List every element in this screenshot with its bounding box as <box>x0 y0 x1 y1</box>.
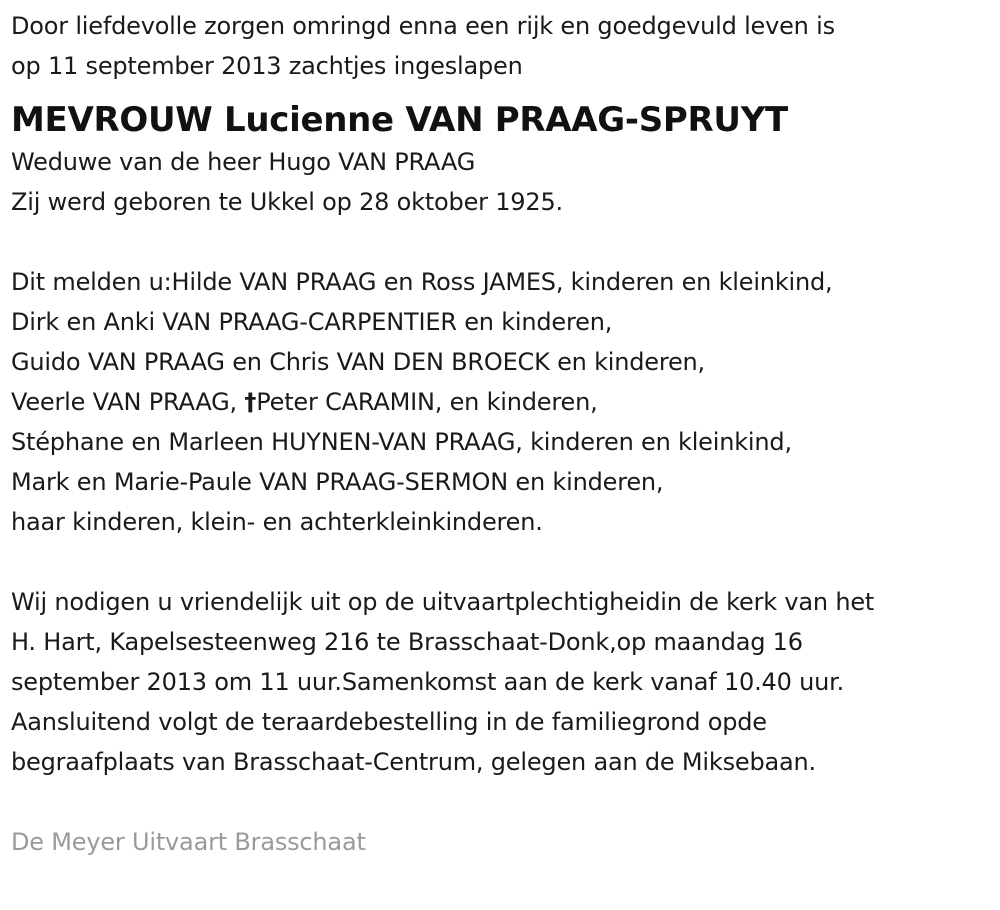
family-line: haar kinderen, klein- en achterkleinkinderen. <box>11 508 543 536</box>
family-line: Guido VAN PRAAG en Chris VAN DEN BROECK en kinderen, <box>11 348 705 376</box>
widow-line: Weduwe van de heer Hugo VAN PRAAG <box>11 148 476 176</box>
spacer <box>11 222 996 262</box>
family-line: Dirk en Anki VAN PRAAG-CARPENTIER en kinderen, <box>11 308 613 336</box>
intro-line-2: op 11 september 2013 zachtjes ingeslapen <box>11 52 523 80</box>
invitation-line: H. Hart, Kapelsesteenweg 216 te Brasschaat-Donk,op maandag 16 <box>11 628 803 656</box>
cross-icon: † <box>244 388 257 416</box>
intro-section <box>11 6 996 86</box>
invitation-line: september 2013 om 11 uur.Samenkomst aan de kerk vanaf 10.40 uur. <box>11 668 845 696</box>
spacer <box>11 782 996 822</box>
deceased-name: MEVROUW Lucienne VAN PRAAG-SPRUYT <box>11 100 788 140</box>
family-line: Mark en Marie-Paule VAN PRAAG-SERMON en kinderen, <box>11 468 664 496</box>
death-notice <box>11 6 996 862</box>
funeral-home-credit: De Meyer Uitvaart Brasschaat <box>11 828 366 856</box>
invitation-section <box>11 582 996 782</box>
veerle-name: Veerle VAN PRAAG, <box>11 388 245 416</box>
family-line-veerle <box>11 382 996 422</box>
peter-name: Peter CARAMIN, en kinderen, <box>256 388 598 416</box>
family-section <box>11 262 996 542</box>
invitation-line: Aansluitend volgt de teraardebestelling in de familiegrond opde <box>11 708 767 736</box>
family-line: Dit melden u:Hilde VAN PRAAG en Ross JAMES, kinderen en kleinkind, <box>11 268 833 296</box>
invitation-line: Wij nodigen u vriendelijk uit op de uitvaartplechtigheidin de kerk van het <box>11 588 875 616</box>
family-line: Stéphane en Marleen HUYNEN-VAN PRAAG, kinderen en kleinkind, <box>11 428 792 456</box>
deceased-details <box>11 142 996 222</box>
invitation-line: begraafplaats van Brasschaat-Centrum, gelegen aan de Miksebaan. <box>11 748 816 776</box>
spacer <box>11 542 996 582</box>
birth-line: Zij werd geboren te Ukkel op 28 oktober 1925. <box>11 188 563 216</box>
intro-line-1: Door liefdevolle zorgen omringd enna een rijk en goedgevuld leven is <box>11 12 835 40</box>
